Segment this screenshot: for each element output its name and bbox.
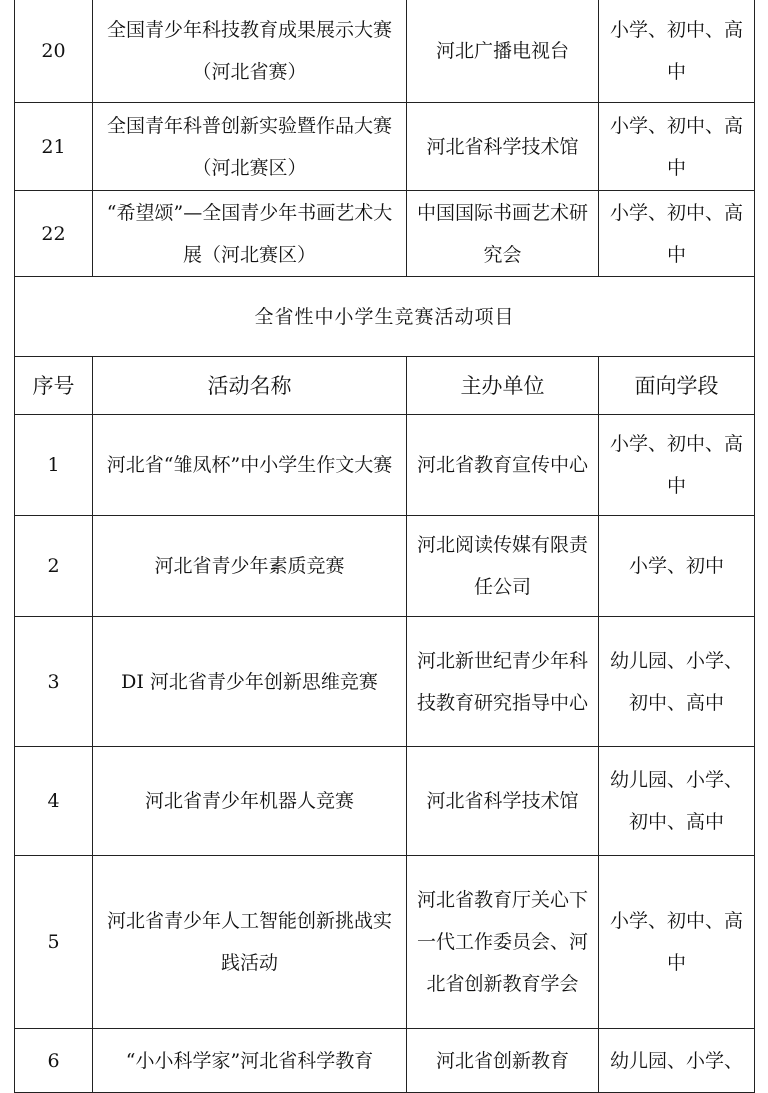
row-number: 20 [15, 0, 93, 103]
activity-name: “希望颂”—全国青少年书画艺术大展（河北赛区） [93, 191, 407, 277]
row-number: 21 [15, 103, 93, 191]
section-title: 全省性中小学生竞赛活动项目 [15, 277, 755, 357]
school-level: 小学、初中、高中 [599, 191, 755, 277]
activity-name: 河北省“雏凤杯”中小学生作文大赛 [93, 415, 407, 516]
activity-name: DI 河北省青少年创新思维竞赛 [93, 617, 407, 747]
row-number: 1 [15, 415, 93, 516]
competition-table [14, 0, 755, 1093]
organizer: 中国国际书画艺术研究会 [407, 191, 599, 277]
organizer: 河北新世纪青少年科技教育研究指导中心 [407, 617, 599, 747]
organizer: 河北省教育厅关心下一代工作委员会、河北省创新教育学会 [407, 856, 599, 1029]
table-row [15, 516, 755, 617]
organizer: 河北省科学技术馆 [407, 103, 599, 191]
school-level: 小学、初中 [599, 516, 755, 617]
school-level: 小学、初中、高中 [599, 0, 755, 103]
school-level: 小学、初中、高中 [599, 103, 755, 191]
row-number: 6 [15, 1029, 93, 1093]
table-row [15, 0, 755, 103]
organizer: 河北省创新教育 [407, 1029, 599, 1093]
activity-name: 全国青少年科技教育成果展示大赛（河北省赛） [93, 0, 407, 103]
header-activity-name: 活动名称 [93, 357, 407, 415]
table-row [15, 747, 755, 856]
school-level: 小学、初中、高中 [599, 415, 755, 516]
organizer: 河北广播电视台 [407, 0, 599, 103]
activity-name: 河北省青少年素质竞赛 [93, 516, 407, 617]
row-number: 2 [15, 516, 93, 617]
table-row [15, 617, 755, 747]
table-row [15, 1029, 755, 1093]
school-level: 幼儿园、小学、初中、高中 [599, 617, 755, 747]
school-level: 幼儿园、小学、 [599, 1029, 755, 1093]
activity-name: 河北省青少年人工智能创新挑战实践活动 [93, 856, 407, 1029]
organizer: 河北省科学技术馆 [407, 747, 599, 856]
row-number: 5 [15, 856, 93, 1029]
header-row [15, 357, 755, 415]
section-title-row [15, 277, 755, 357]
school-level: 幼儿园、小学、初中、高中 [599, 747, 755, 856]
row-number: 3 [15, 617, 93, 747]
table-row [15, 191, 755, 277]
activity-name: 全国青年科普创新实验暨作品大赛（河北赛区） [93, 103, 407, 191]
header-school-level: 面向学段 [599, 357, 755, 415]
organizer: 河北阅读传媒有限责任公司 [407, 516, 599, 617]
school-level: 小学、初中、高中 [599, 856, 755, 1029]
header-organizer: 主办单位 [407, 357, 599, 415]
activity-name: “小小科学家”河北省科学教育 [93, 1029, 407, 1093]
table-row [15, 856, 755, 1029]
row-number: 22 [15, 191, 93, 277]
activity-name: 河北省青少年机器人竞赛 [93, 747, 407, 856]
organizer: 河北省教育宣传中心 [407, 415, 599, 516]
header-number: 序号 [15, 357, 93, 415]
row-number: 4 [15, 747, 93, 856]
table-row [15, 415, 755, 516]
table-row [15, 103, 755, 191]
